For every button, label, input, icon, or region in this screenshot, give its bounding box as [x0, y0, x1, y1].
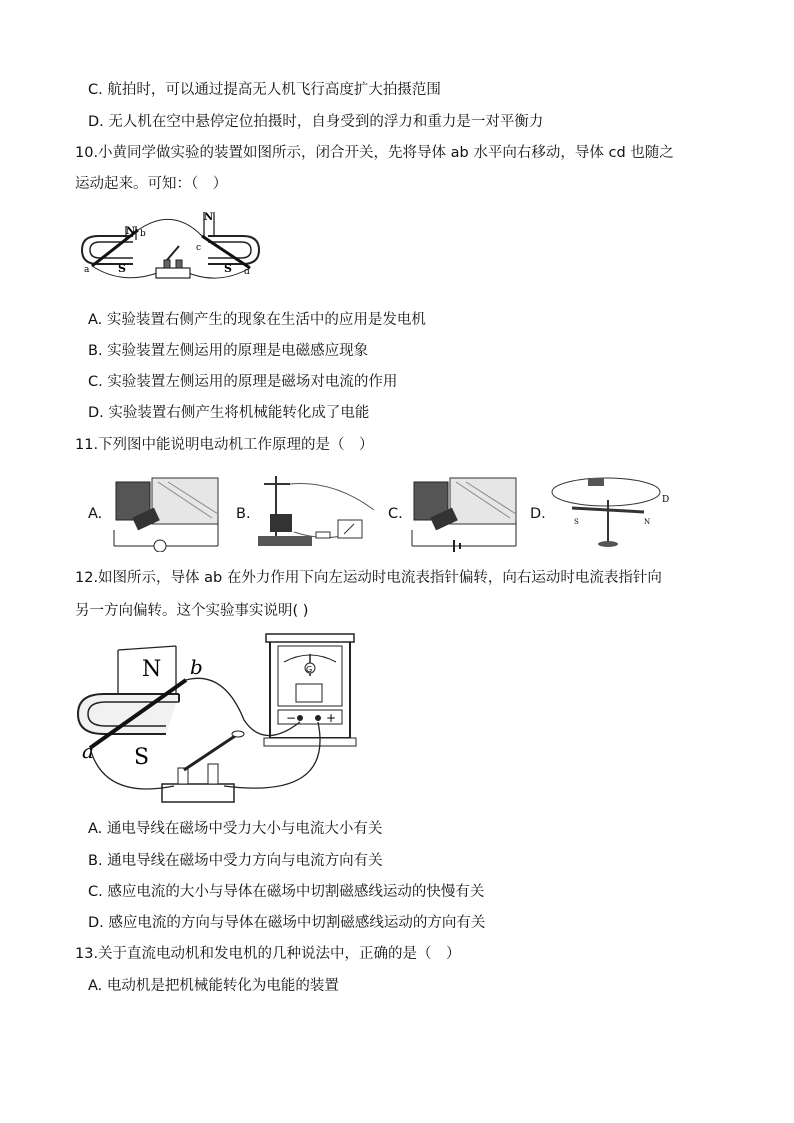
label-c: c [196, 243, 202, 253]
label-n: N [142, 657, 162, 682]
q10-option-c: C. 实验装置左侧运用的原理是磁场对电流的作用 [88, 374, 398, 390]
q13-option-a: A. 电动机是把机械能转化为电能的装置 [88, 978, 339, 994]
q11-label-c: C. [388, 506, 403, 522]
q12-option-a: A. 通电导线在磁场中受力大小与电流大小有关 [88, 821, 383, 837]
q10-figure [78, 206, 268, 298]
svg-text:−: − [286, 711, 297, 725]
q11-label-a: A. [88, 506, 103, 522]
label-n-right: N [204, 212, 214, 223]
label-n-left: N [126, 226, 136, 237]
q13-stem: 13.关于直流电动机和发电机的几种说法中，正确的是（ ） [75, 946, 461, 962]
label-b: b [140, 229, 146, 239]
label-a: a [84, 265, 90, 275]
label-g: G [306, 665, 313, 674]
label-s-left: S [118, 262, 126, 275]
svg-text:S: S [574, 518, 579, 526]
q12-stem-line2: 另一方向偏转。这个实验事实说明( ) [75, 603, 309, 619]
label-s: S [134, 745, 150, 770]
q10-stem-line2: 运动起来。可知：（ ） [75, 176, 228, 192]
q10-option-b: B. 实验装置左侧运用的原理是电磁感应现象 [88, 343, 369, 359]
q10-stem-line1: 10.小黄同学做实验的装置如图所示，闭合开关，先将导体 ab 水平向右移动，导体 cd 也随之 [75, 145, 674, 161]
q12-option-d: D. 感应电流的方向与导体在磁场中切割磁感线运动的方向有关 [88, 915, 486, 931]
q12-figure [74, 630, 364, 812]
q12-option-c: C. 感应电流的大小与导体在磁场中切割磁感线运动的快慢有关 [88, 884, 485, 900]
q10-option-d: D. 实验装置右侧产生将机械能转化成了电能 [88, 405, 370, 421]
q9-option-c: C. 航拍时，可以通过提高无人机飞行高度扩大拍摄范围 [88, 82, 441, 98]
q12-stem-line1: 12.如图所示，导体 ab 在外力作用下向左运动时电流表指针偏转，向右运动时电流表指针向 [75, 570, 662, 586]
svg-text:N: N [644, 518, 651, 526]
q11-figure-d [548, 470, 678, 552]
q10-option-a: A. 实验装置右侧产生的现象在生活中的应用是发电机 [88, 312, 426, 328]
q10-apparatus-diagram [78, 206, 268, 298]
q11-label-d: D. [530, 506, 546, 522]
label-a: a [82, 739, 94, 763]
q11-figure-a [108, 474, 222, 552]
q11-figure-c [406, 474, 520, 552]
q12-option-b: B. 通电导线在磁场中受力方向与电流方向有关 [88, 853, 383, 869]
q9-option-d: D. 无人机在空中悬停定位拍摄时，自身受到的浮力和重力是一对平衡力 [88, 114, 544, 130]
label-d: d [244, 267, 250, 277]
svg-text:+: + [326, 711, 337, 725]
q11-label-b: B. [236, 506, 251, 522]
label-b: b [190, 655, 203, 679]
label-s-right: S [224, 262, 232, 275]
q11-stem: 11.下列图中能说明电动机工作原理的是（ ） [75, 437, 374, 453]
q12-apparatus-diagram [74, 630, 364, 812]
q11-figure-b [254, 470, 378, 550]
svg-text:D: D [662, 495, 670, 505]
